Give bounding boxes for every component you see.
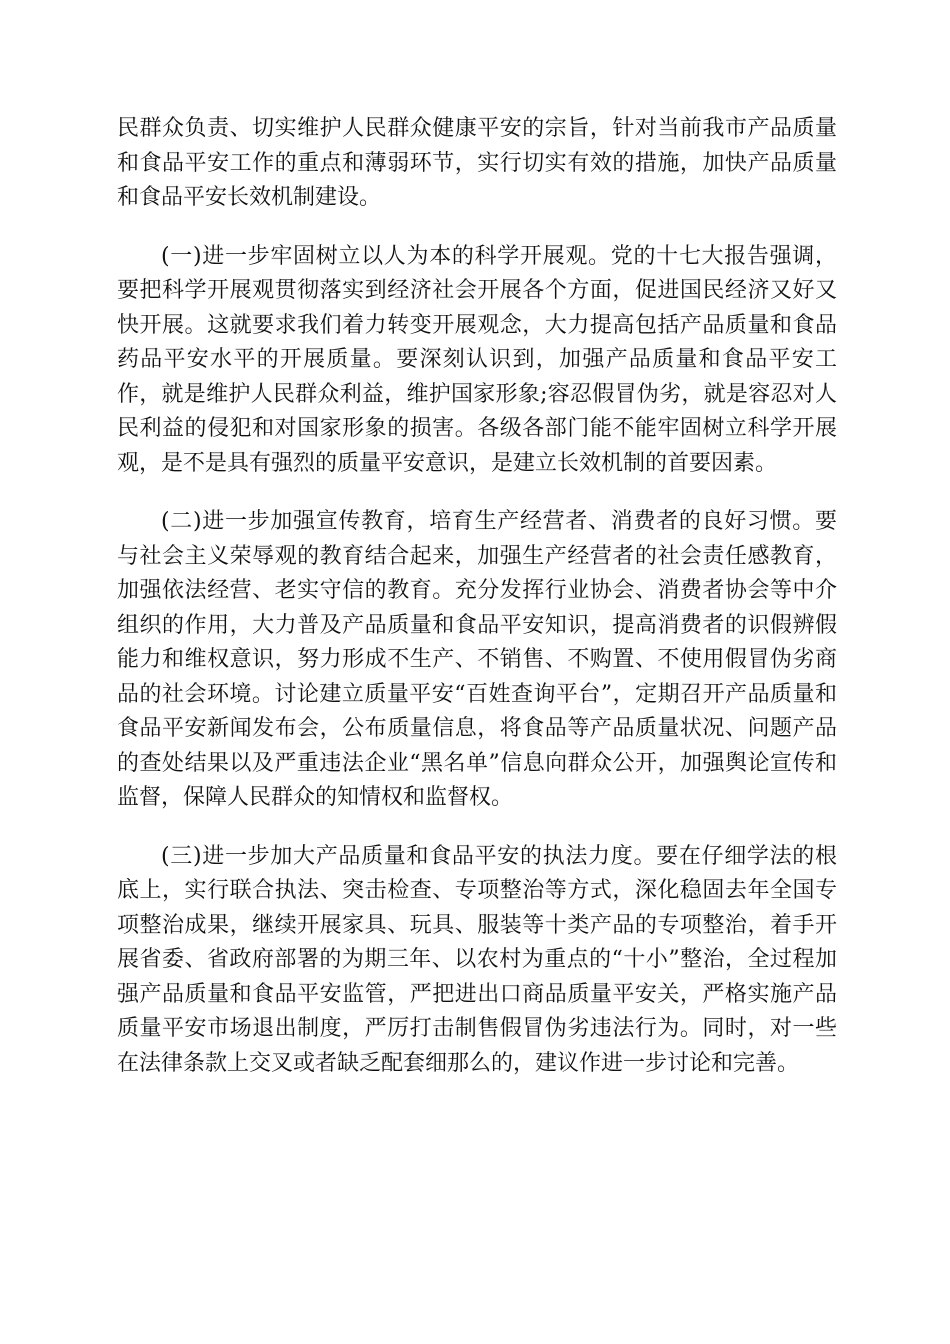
paragraph-section-2: (二)进一步加强宣传教育，培育生产经营者、消费者的良好习惯。要与社会主义荣辱观的教育结合起来，加强生产经营者的社会责任感教育，加强依法经营、老实守信的教育。充分发挥行业协会、消费者协会等中介组织的作用，大力普及产品质量和食品平安知识，提高消费者的识假辨假能力和维权意识，努力形成不生产、不销售、不购置、不使用假冒伪劣商品的社会环境。讨论建立质量平安“百姓查询平台”，定期召开产品质量和食品平安新闻发布会，公布质量信息，将食品等产品质量状况、问题产品的查处结果以及严重违法企业“黑名单”信息向群众公开，加强舆论宣传和监督，保障人民群众的知情权和监督权。 [117, 509, 837, 810]
document-page [117, 112, 837, 1105]
paragraph-section-3: (三)进一步加大产品质量和食品平安的执法力度。要在仔细学法的根底上，实行联合执法、突击检查、专项整治等方式，深化稳固去年全国专项整治成果，继续开展家具、玩具、服装等十类产品的专项整治，着手开展省委、省政府部署的为期三年、以农村为重点的“十小”整治，全过程加强产品质量和食品平安监管，严把进出口商品质量平安关，严格实施产品质量平安市场退出制度，严厉打击制售假冒伪劣违法行为。同时，对一些在法律条款上交叉或者缺乏配套细那么的，建议作进一步讨论和完善。 [117, 843, 837, 1076]
paragraph-section-1: (一)进一步牢固树立以人为本的科学开展观。党的十七大报告强调，要把科学开展观贯彻落实到经济社会开展各个方面，促进国民经济又好又快开展。这就要求我们着力转变开展观念，大力提高包括产品质量和食品药品平安水平的开展质量。要深刻认识到，加强产品质量和食品平安工作，就是维护人民群众利益，维护国家形象;容忍假冒伪劣，就是容忍对人民利益的侵犯和对国家形象的损害。各级各部门能不能牢固树立科学开展观，是不是具有强烈的质量平安意识，是建立长效机制的首要因素。 [117, 243, 837, 476]
paragraph-continuation: 民群众负责、切实维护人民群众健康平安的宗旨，针对当前我市产品质量和食品平安工作的重点和薄弱环节，实行切实有效的措施，加快产品质量和食品平安长效机制建设。 [117, 116, 837, 210]
